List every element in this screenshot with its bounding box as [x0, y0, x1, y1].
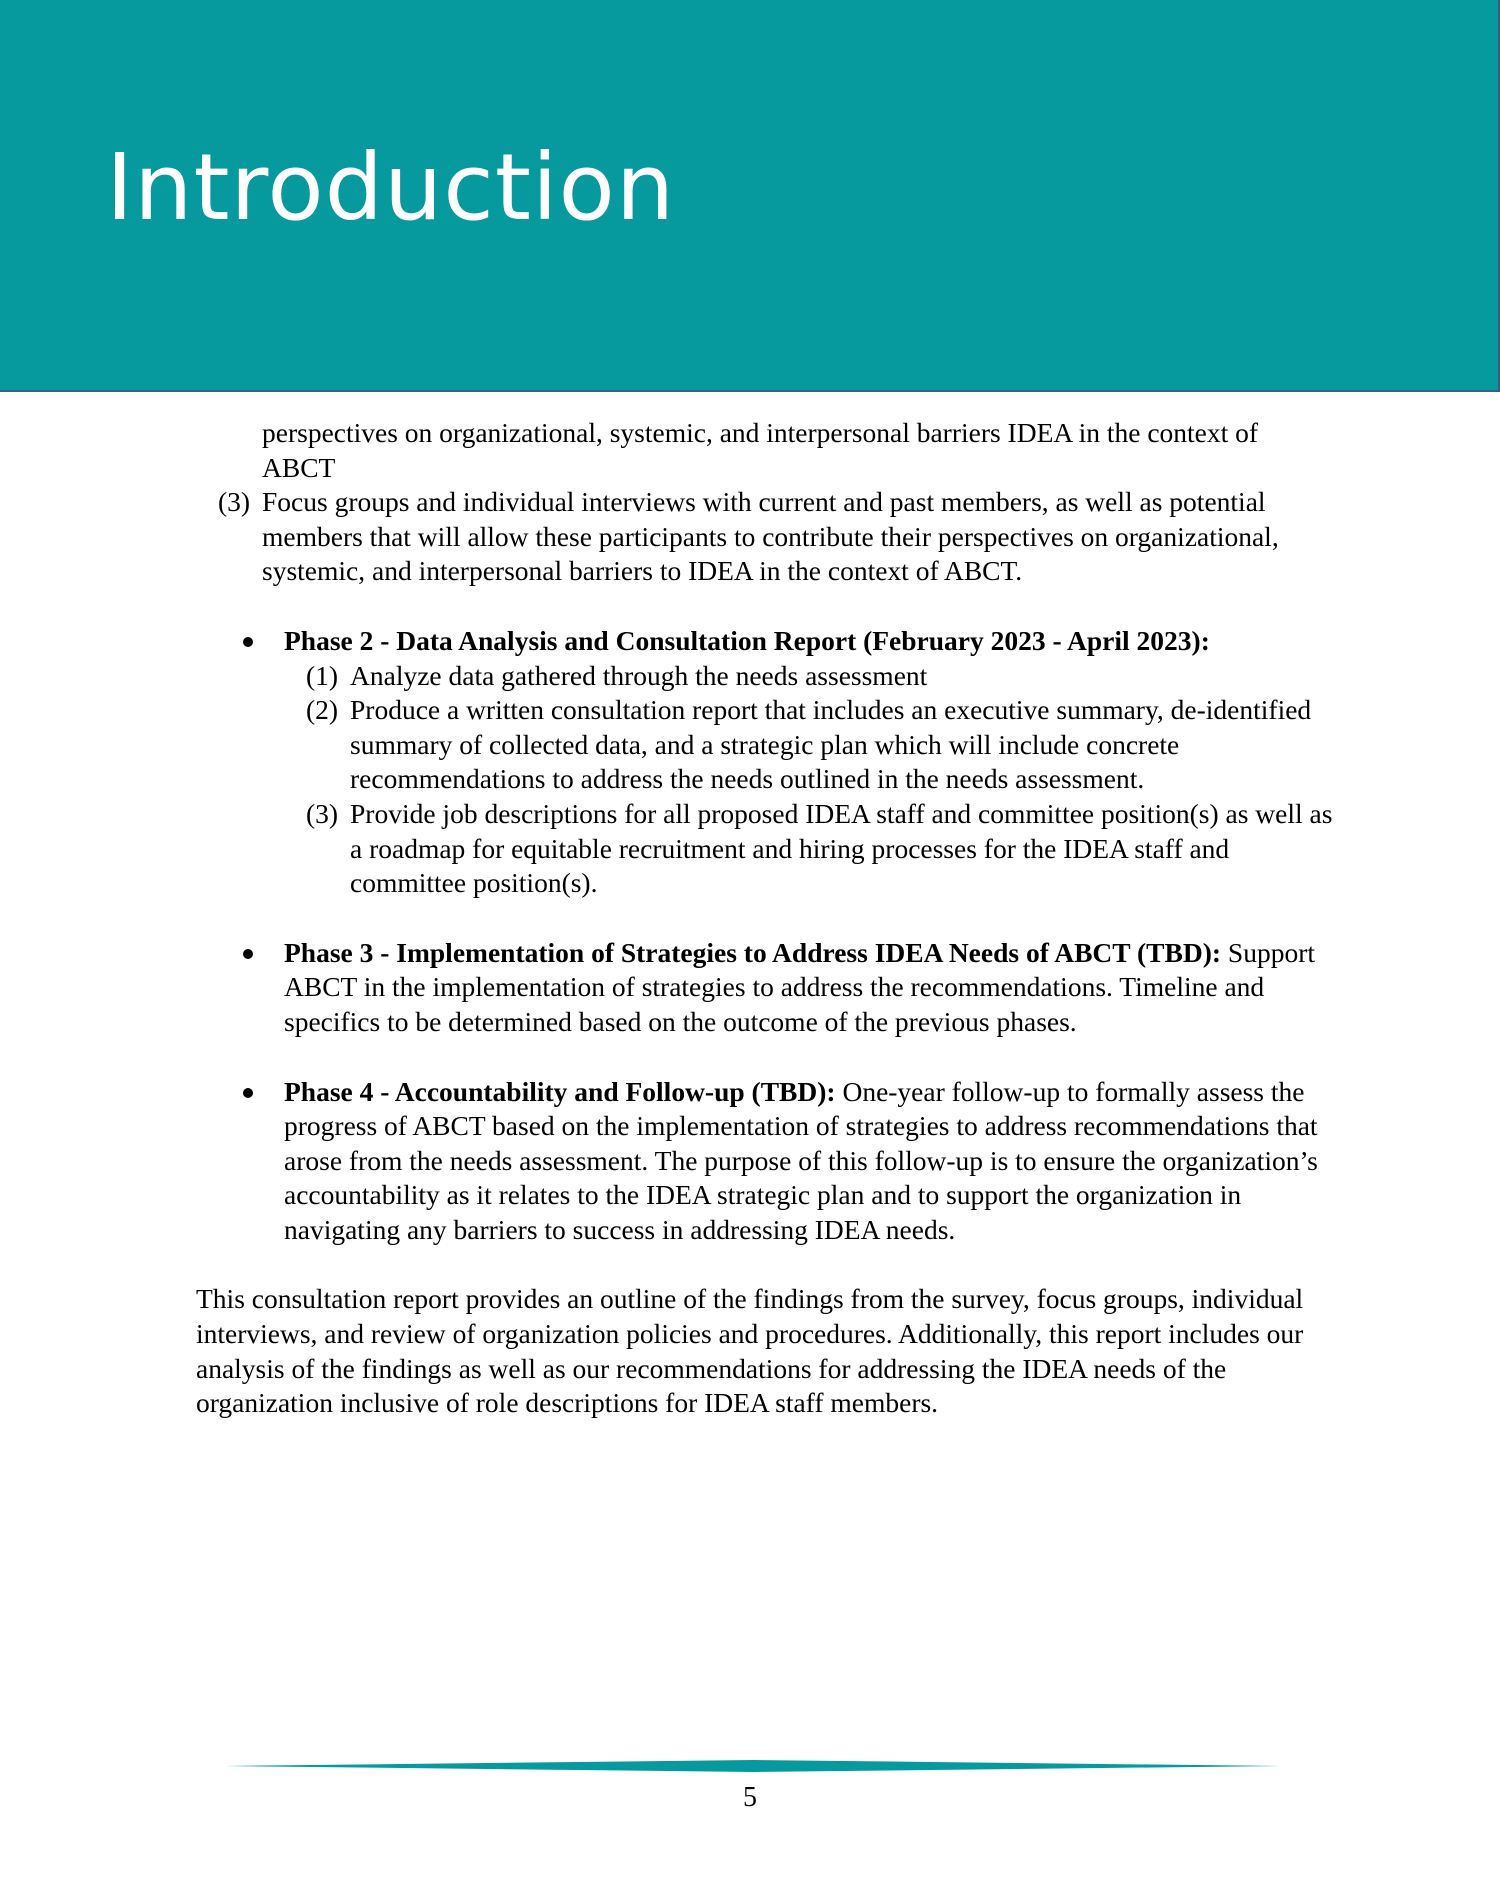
list-item-text: Focus groups and individual interviews with current and past members, as well as potential members that will allow these participants to contribute their perspectives on organizational, systemic, and interpersonal barriers to IDEA in the context of ABCT.	[262, 486, 1279, 587]
list-item	[108, 416, 1336, 485]
list-item-text: Produce a written consultation report that includes an executive summary, de-identified summary of collected data, and a strategic plan which will include concrete recommendations to address the needs outlined in the needs assessment.	[350, 694, 1312, 795]
phase1-continued-list	[108, 416, 1336, 589]
list-item	[284, 659, 1336, 694]
list-item	[284, 797, 1336, 901]
phase2-bullet	[196, 624, 1336, 901]
phase4-heading: Phase 4 - Accountability and Follow-up (TBD):	[284, 1075, 836, 1107]
list-item-number: (3)	[218, 486, 251, 518]
phase4-bullet	[196, 1075, 1336, 1248]
phase2-heading: Phase 2 - Data Analysis and Consultation Report (February 2023 - April 2023):	[284, 624, 1210, 656]
bullet-dot	[243, 1088, 253, 1098]
phase2-list	[284, 659, 1336, 901]
phase4-text: One-year follow-up to formally assess the progress of ABCT based on the implementation of strategies to address recommendations that arose from the needs assessment. The purpose of this follow-up is to ensure the organization’s accountability as it relates to the IDEA strategic plan and to support the organization in navigating any barriers to success in addressing IDEA needs.	[284, 1075, 1318, 1245]
list-item-number: (1)	[306, 659, 339, 691]
bullet-dot	[243, 637, 253, 647]
list-item-text: Analyze data gathered through the needs assessment	[350, 659, 928, 691]
list-item	[284, 693, 1336, 797]
phase3-text: Support ABCT in the implementation of strategies to address the recommendations. Timeline and specifics to be determined based on the outcome of the previous phases.	[284, 936, 1315, 1037]
header-banner	[0, 0, 1500, 392]
list-item	[108, 485, 1336, 589]
list-item-text: perspectives on organizational, systemic, and interpersonal barriers IDEA in the context of ABCT	[262, 417, 1259, 483]
list-item-text: Provide job descriptions for all proposed IDEA staff and committee position(s) as well as a roadmap for equitable recruitment and hiring processes for the IDEA staff and committee position(s).	[350, 797, 1333, 899]
document-body	[196, 416, 1336, 1448]
phase3-bullet	[196, 936, 1336, 1040]
bullet-dot	[243, 949, 253, 959]
list-item-number: (3)	[306, 797, 339, 829]
footer-divider	[225, 1760, 1281, 1772]
page-title: Introduction	[106, 134, 676, 241]
phase3-heading: Phase 3 - Implementation of Strategies to Address IDEA Needs of ABCT (TBD):	[284, 936, 1222, 968]
closing-paragraph: This consultation report provides an outline of the findings from the survey, focus groups, individual interviews, and review of organization policies and procedures. Additionally, this report includes our analysis of the findings as well as our recommendations for addressing the IDEA needs of the organization inclusive of role descriptions for IDEA staff members.	[196, 1283, 1304, 1419]
divider-shape	[225, 1760, 1281, 1772]
list-item-number: (2)	[306, 694, 339, 726]
page-number: 5	[743, 1782, 757, 1813]
